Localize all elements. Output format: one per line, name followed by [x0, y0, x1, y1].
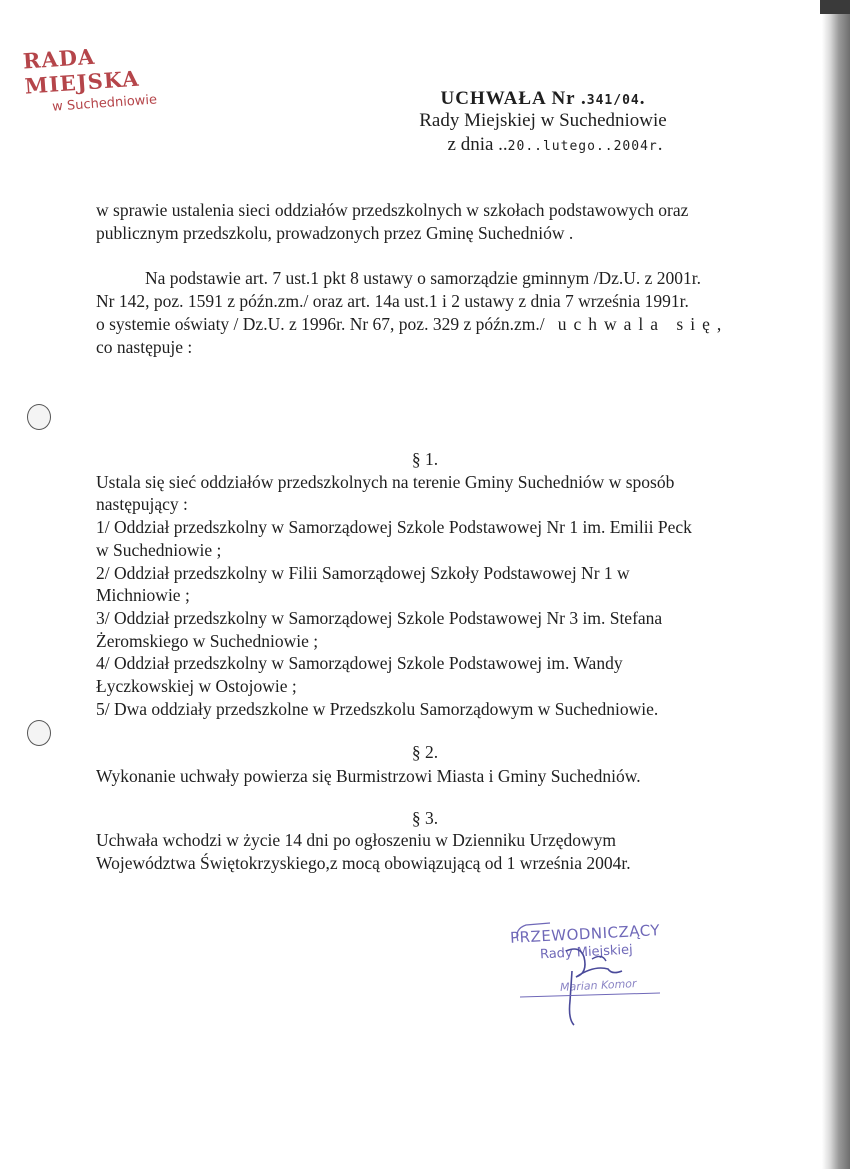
section-1-line: Żeromskiego w Suchedniowie ;	[96, 631, 319, 651]
section-1-line: Ustala się sieć oddziałów przedszkolnych na terenie Gminy Suchedniów w sposób	[96, 472, 675, 492]
section-1-line: w Suchedniowie ;	[96, 540, 222, 560]
resolution-date: z dnia ..20..lutego..2004r.	[447, 134, 663, 155]
section-1-line: Łyczkowskiej w Ostojowie ;	[96, 676, 297, 696]
section-1-line: 3/ Oddział przedszkolny w Samorządowej Szkole Podstawowej Nr 3 im. Stefana	[96, 608, 663, 628]
section-1-line: 4/ Oddział przedszkolny w Samorządowej Szkole Podstawowej im. Wandy	[96, 653, 623, 673]
section-1-line: następujący :	[96, 494, 188, 514]
legal-basis-line-1: Na podstawie art. 7 ust.1 pkt 8 ustawy o samorządzie gminnym /Dz.U. z 2001r.	[145, 268, 702, 288]
council-stamp-line1: RADA MIEJSKA	[22, 43, 141, 99]
section-1-line: 5/ Dwa oddziały przedszkolne w Przedszkolu Samorządowym w Suchedniowie.	[96, 699, 659, 719]
scan-corner	[820, 0, 850, 14]
section-2-mark: § 2.	[411, 742, 439, 762]
resolution-number: 341/04	[586, 93, 640, 108]
section-3-mark: § 3.	[411, 808, 439, 828]
section-1-line: Michniowie ;	[96, 585, 190, 605]
section-1-line: 2/ Oddział przedszkolny w Filii Samorządowej Szkoły Podstawowej Nr 1 w	[96, 563, 630, 583]
resolution-title: UCHWAŁA Nr .341/04.	[440, 88, 646, 109]
signature-stamp-line3: Marian Komor	[559, 977, 637, 994]
punch-hole-top	[27, 404, 51, 430]
chairman-signature-stamp	[510, 915, 690, 1035]
legal-basis-line-4: co następuje :	[96, 337, 193, 357]
legal-basis-line-3: o systemie oświaty / Dz.U. z 1996r. Nr 67, poz. 329 z późn.zm./ uchwala się,	[96, 314, 729, 334]
resolves-word: uchwala się,	[557, 314, 729, 334]
section-3-line: Województwa Świętokrzyskiego,z mocą obowiązującą od 1 września 2004r.	[96, 853, 631, 873]
legal-basis-line-2: Nr 142, poz. 1591 z późn.zm./ oraz art. 14a ust.1 i 2 ustawy z dnia 7 września 1991r.	[96, 291, 689, 311]
punch-hole-bottom	[27, 720, 51, 746]
subject-line-1: w sprawie ustalenia sieci oddziałów przedszkolnych w szkołach podstawowych oraz	[96, 200, 689, 220]
handwritten-signature	[510, 915, 690, 1035]
section-2-line: Wykonanie uchwały powierza się Burmistrzowi Miasta i Gminy Suchedniów.	[96, 766, 641, 786]
subject-line-2: publicznym przedszkolu, prowadzonych przez Gminę Suchedniów .	[96, 223, 574, 243]
signature-stamp-line2: Rady Miejskiej	[539, 942, 634, 963]
section-3-line: Uchwała wchodzi w życie 14 dni po ogłoszeniu w Dzienniku Urzędowym	[96, 830, 616, 850]
council-name: Rady Miejskiej w Suchedniowie	[419, 110, 667, 131]
council-stamp-line2: w Suchedniowie	[51, 92, 158, 115]
resolution-date-value: 20..lutego..2004r	[507, 139, 658, 154]
scan-shadow-edge	[822, 0, 850, 1169]
signature-stamp-line1: PRZEWODNICZĄCY	[509, 921, 661, 947]
section-1-line: 1/ Oddział przedszkolny w Samorządowej Szkole Podstawowej Nr 1 im. Emilii Peck	[96, 517, 692, 537]
section-1-mark: § 1.	[411, 449, 439, 469]
